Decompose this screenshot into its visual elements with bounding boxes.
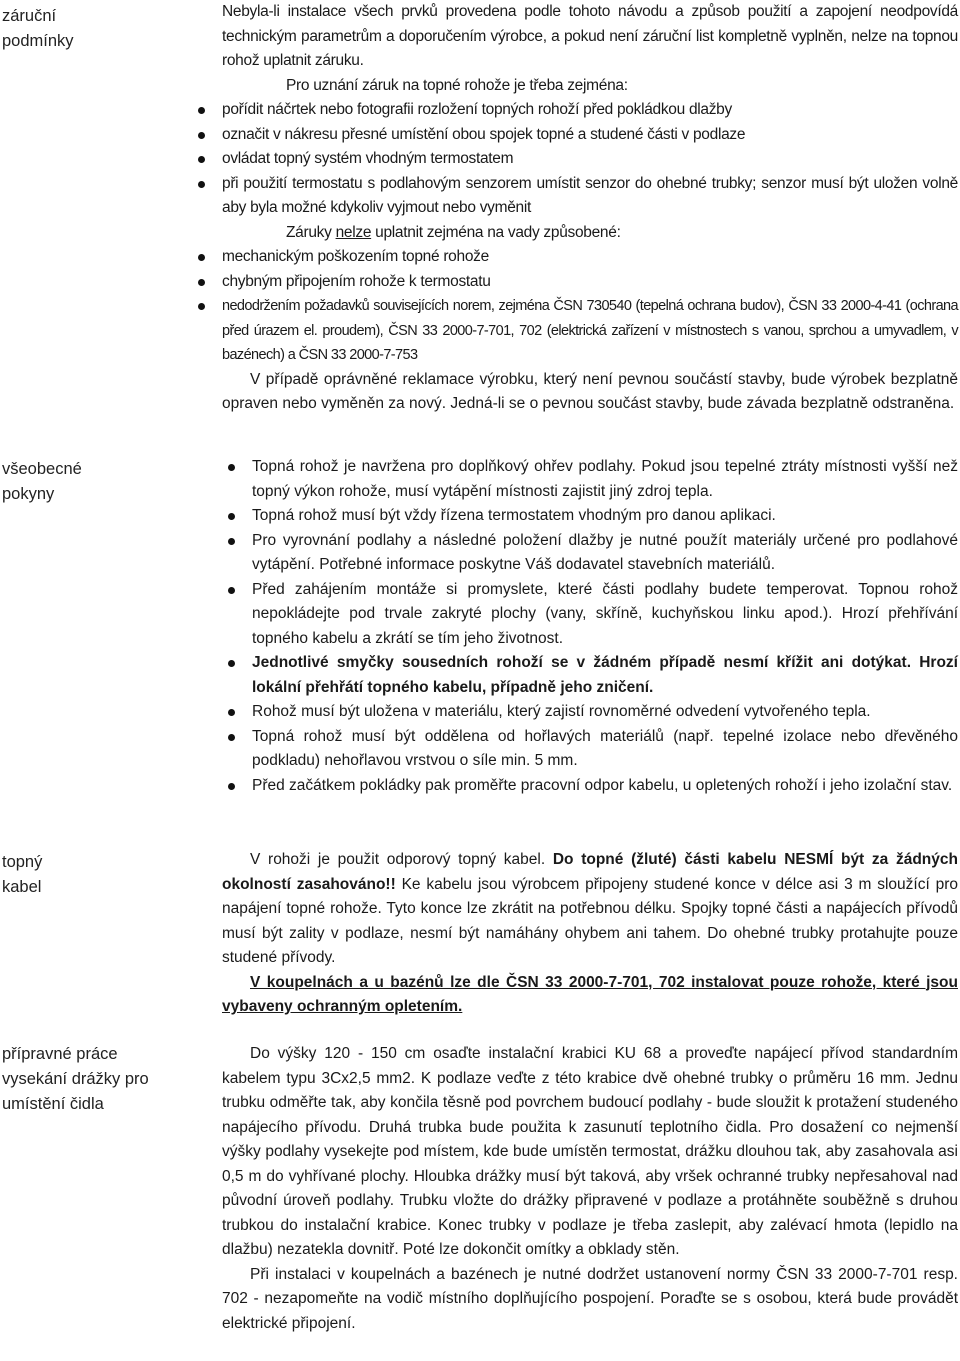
list-item: Pro vyrovnání podlahy a následné položení dlažby je nutné použít materiály určené pro podlahové vytápění. Potřebné informace poskytne Váš dodavatel stavebních materiálů.: [252, 529, 958, 578]
cable-content: [222, 848, 958, 1020]
prep-paragraph-2: Při instalaci v koupelnách a bazénech je nutné dodržet ustanovení normy ČSN 33 2000-7-701 resp. 702 - nezapomeňte na vodič místního doplňujícího pospojení. Poraďte se s osobou, která bude provádět elektrické připojení.: [222, 1265, 958, 1332]
general-list: [252, 455, 958, 798]
warranty-closing: V případě oprávněné reklamace výrobku, který není pevnou součástí stavby, bude výrobek bezplatně opraven nebo vyměněn za nový. Jedná-li se o pevnou součást stavby, bude závada bezplatně odstraněna.: [222, 370, 958, 412]
list-item: chybným připojením rohože k termostatu: [222, 270, 958, 295]
warranty-intro: Nebyla-li instalace všech prvků provedena podle tohoto návodu a způsob použití a zapojení neodpovídá technickým parametrům a doporučením výrobce, a pokud není záruční list kompletně vyplněn, nelze na topnou rohož uplatnit záruku.: [222, 3, 958, 69]
recognition-heading: Pro uznání záruk na topné rohože je třeba zejména:: [286, 76, 628, 94]
list-item: ovládat topný systém vhodným termostatem: [222, 147, 958, 172]
cable-paragraph: V rohoži je použit odporový topný kabel. Do topné (žluté) části kabelu NESMÍ být za žádných okolností zasahováno!! Ke kabelu jsou výrobcem připojeny studené konce v délce asi 3 m sloužící pro napájení topné rohože. Tyto konce lze zkrátit na potřebnou délku. Spojky topné části a napájecích přívodů musí být zality v podlaze, nesmí být namáhány ohybem ani tahem. Do ohebné trubky protahujte pouze studené přívody.: [222, 851, 959, 966]
list-item: Topná rohož musí být oddělena od hořlavých materiálů (např. tepelné izolace nebo dřevěného podkladu) nehořlavou vrstvou o síle min. 5 mm.: [252, 725, 958, 774]
list-item: označit v nákresu přesné umístění obou spojek topné a studené části v podlaze: [222, 123, 958, 148]
prep-label: přípravné práce vysekání drážky pro umístění čidla: [2, 1045, 149, 1113]
exclusion-list: [222, 245, 958, 368]
list-item-warning: Jednotlivé smyčky sousedních rohoží se v žádném případě nesmí křížit ani dotýkat. Hrozí lokální přehřátí topného kabelu, případně jeho zničení.: [252, 651, 958, 700]
list-item: při použití termostatu s podlahovým senzorem umístit senzor do ohebné trubky; senzor musí být uložen volně aby byla možné kdykoliv vyjmout nebo vyměnit: [222, 172, 958, 221]
list-item: mechanickým poškozením topné rohože: [222, 245, 958, 270]
warranty-content: [222, 0, 958, 417]
general-content: [252, 455, 958, 798]
list-item: Topná rohož musí být vždy řízena termostatem vhodným pro danou aplikaci.: [252, 504, 958, 529]
exclusion-heading: Záruky nelze uplatnit zejména na vady způsobené:: [286, 223, 621, 241]
list-item: nedodržením požadavků souvisejících norem, zejména ČSN 730540 (tepelná ochrana budov), ČSN 33 2000-4-41 (ochrana před úrazem el. proudem), ČSN 33 2000-7-701, 702 (elektrická zařízení v místnostech s vanou, sprchou a umyvadlem, v bazénech) a ČSN 33 2000-7-753: [222, 294, 958, 368]
prep-paragraph-1: Do výšky 120 - 150 cm osaďte instalační krabici KU 68 a proveďte napájecí přívod standardním kabelem typu 3Cx2,5 mm2. K podlaze veďte z této krabice dvě ohebné trubky o průměru 16 mm. Jednu trubku odměřte tak, aby končila těsně pod povrchem budoucí podlahy - bude sloužit k protažení studeného napájecího přívodu. Druhá trubka bude použita k zasunutí teplotního čidla. Pro dosažení co nejmenší výšky podlahy vysekejte pod místem, kde bude umístěn termostat, drážku dlouhou tak, aby zasahovala asi 0,5 m do vyhřívané plochy. Hloubka drážky musí být taková, aby vršek ochranné trubky nepřesahoval nad původní úroveň podlahy. Trubku vložte do drážky připravené v podlaze a protáhněte souběžně s druhou trubkou do instalační krabice. Konec trubky v podlaze je třeba zaslepit, aby zalévací hmota (lepidlo na dlažbu) nezatekla dovnitř. Poté lze dokončit omítky a obklady stěn.: [222, 1045, 958, 1258]
warranty-label: záruční podmínky: [2, 7, 74, 50]
recognition-list: [222, 98, 958, 221]
cable-label: topný kabel: [2, 853, 43, 896]
list-item: Před začátkem pokládky pak proměřte pracovní odpor kabelu, u opletených rohoží i jeho izolační stav.: [252, 774, 958, 799]
cable-bathroom-notice: V koupelnách a u bazénů lze dle ČSN 33 2000-7-701, 702 instalovat pouze rohože, které jsou vybaveny ochranným opletením.: [222, 973, 958, 1015]
general-label: všeobecné pokyny: [2, 460, 82, 503]
prep-content: [222, 1042, 958, 1336]
cable-warning: Do topné (žluté) části kabelu NESMÍ být za žádných okolností zasahováno!!: [222, 851, 958, 893]
list-item: pořídit náčrtek nebo fotografii rozložení topných rohoží před pokládkou dlažby: [222, 98, 958, 123]
exclusion-keyword: nelze: [335, 223, 372, 241]
list-item: Před zahájením montáže si promyslete, které části podlahy budete temperovat. Topnou rohož nepokládejte pod trvale zakryté plochy (vany, skříně, kuchyňskou linku apod.). Hrozí přehřívání topného kabelu a zkrátí se tím jeho životnost.: [252, 578, 958, 652]
list-item: Rohož musí být uložena v materiálu, který zajistí rovnoměrné odvedení vytvořeného tepla.: [252, 700, 958, 725]
list-item: Topná rohož je navržena pro doplňkový ohřev podlahy. Pokud jsou tepelné ztráty místnosti vyšší než topný výkon rohože, musí vytápění místnosti zajistit jiný zdroj tepla.: [252, 455, 958, 504]
